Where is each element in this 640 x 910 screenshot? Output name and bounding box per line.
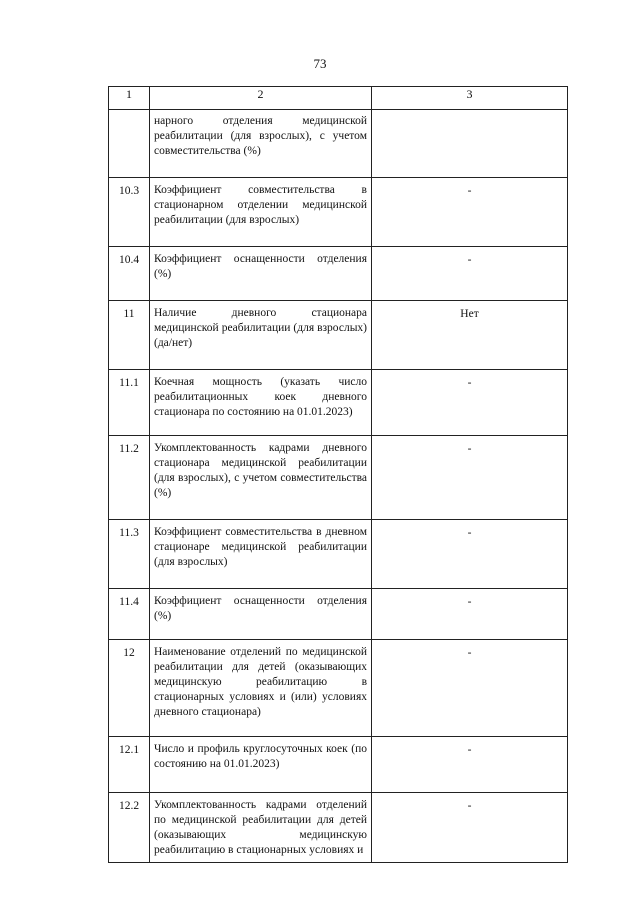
table-row bbox=[109, 110, 568, 178]
column-header-1: 1 bbox=[109, 87, 150, 110]
document-table bbox=[108, 86, 568, 863]
row-number: 11 bbox=[109, 301, 150, 370]
row-value: - bbox=[372, 737, 568, 793]
table-row bbox=[109, 436, 568, 520]
row-description: Коэффициент совместительства в стационарном отделении медицинской реабилитации (для взрослых) bbox=[150, 178, 372, 247]
table-row bbox=[109, 640, 568, 737]
row-value: - bbox=[372, 589, 568, 640]
row-description: Укомплектованность кадрами отделений по медицинской реабилитации для детей (оказывающих медицинскую реабилитацию в стационарных условиях и bbox=[150, 793, 372, 863]
row-number: 12.2 bbox=[109, 793, 150, 863]
row-description: Число и профиль круглосуточных коек (по состоянию на 01.01.2023) bbox=[150, 737, 372, 793]
row-number bbox=[109, 110, 150, 178]
table-row bbox=[109, 793, 568, 863]
row-value bbox=[372, 110, 568, 178]
row-value: Нет bbox=[372, 301, 568, 370]
table-row bbox=[109, 370, 568, 436]
row-description: Коэффициент оснащенности отделения (%) bbox=[150, 247, 372, 301]
row-value: - bbox=[372, 370, 568, 436]
table-row bbox=[109, 247, 568, 301]
row-description: Коэффициент совместительства в дневном стационаре медицинской реабилитации (для взрослых) bbox=[150, 520, 372, 589]
column-header-2: 2 bbox=[150, 87, 372, 110]
row-description: Укомплектованность кадрами дневного стационара медицинской реабилитации (для взрослых), с учетом совместительства (%) bbox=[150, 436, 372, 520]
column-header-3: 3 bbox=[372, 87, 568, 110]
row-value: - bbox=[372, 640, 568, 737]
row-number: 11.2 bbox=[109, 436, 150, 520]
row-number: 12 bbox=[109, 640, 150, 737]
table-header-row bbox=[109, 87, 568, 110]
table-row bbox=[109, 178, 568, 247]
row-number: 11.1 bbox=[109, 370, 150, 436]
row-value: - bbox=[372, 436, 568, 520]
table-row bbox=[109, 301, 568, 370]
row-value: - bbox=[372, 520, 568, 589]
table-row bbox=[109, 737, 568, 793]
row-value: - bbox=[372, 793, 568, 863]
row-description: Коэффициент оснащенности отделения (%) bbox=[150, 589, 372, 640]
row-number: 12.1 bbox=[109, 737, 150, 793]
row-description: Наличие дневного стационара медицинской реабилитации (для взрослых) (да/нет) bbox=[150, 301, 372, 370]
table-row bbox=[109, 589, 568, 640]
row-number: 10.4 bbox=[109, 247, 150, 301]
row-value: - bbox=[372, 247, 568, 301]
row-description: нарного отделения медицинской реабилитации (для взрослых), с учетом совместительства (%) bbox=[150, 110, 372, 178]
row-number: 11.3 bbox=[109, 520, 150, 589]
row-number: 11.4 bbox=[109, 589, 150, 640]
row-number: 10.3 bbox=[109, 178, 150, 247]
row-description: Коечная мощность (указать число реабилитационных коек дневного стационара по состоянию на 01.01.2023) bbox=[150, 370, 372, 436]
page-number: 73 bbox=[313, 56, 327, 71]
row-value: - bbox=[372, 178, 568, 247]
table-row bbox=[109, 520, 568, 589]
row-description: Наименование отделений по медицинской реабилитации для детей (оказывающих медицинскую реабилитацию в стационарных условиях и (или) условиях дневного стационара) bbox=[150, 640, 372, 737]
